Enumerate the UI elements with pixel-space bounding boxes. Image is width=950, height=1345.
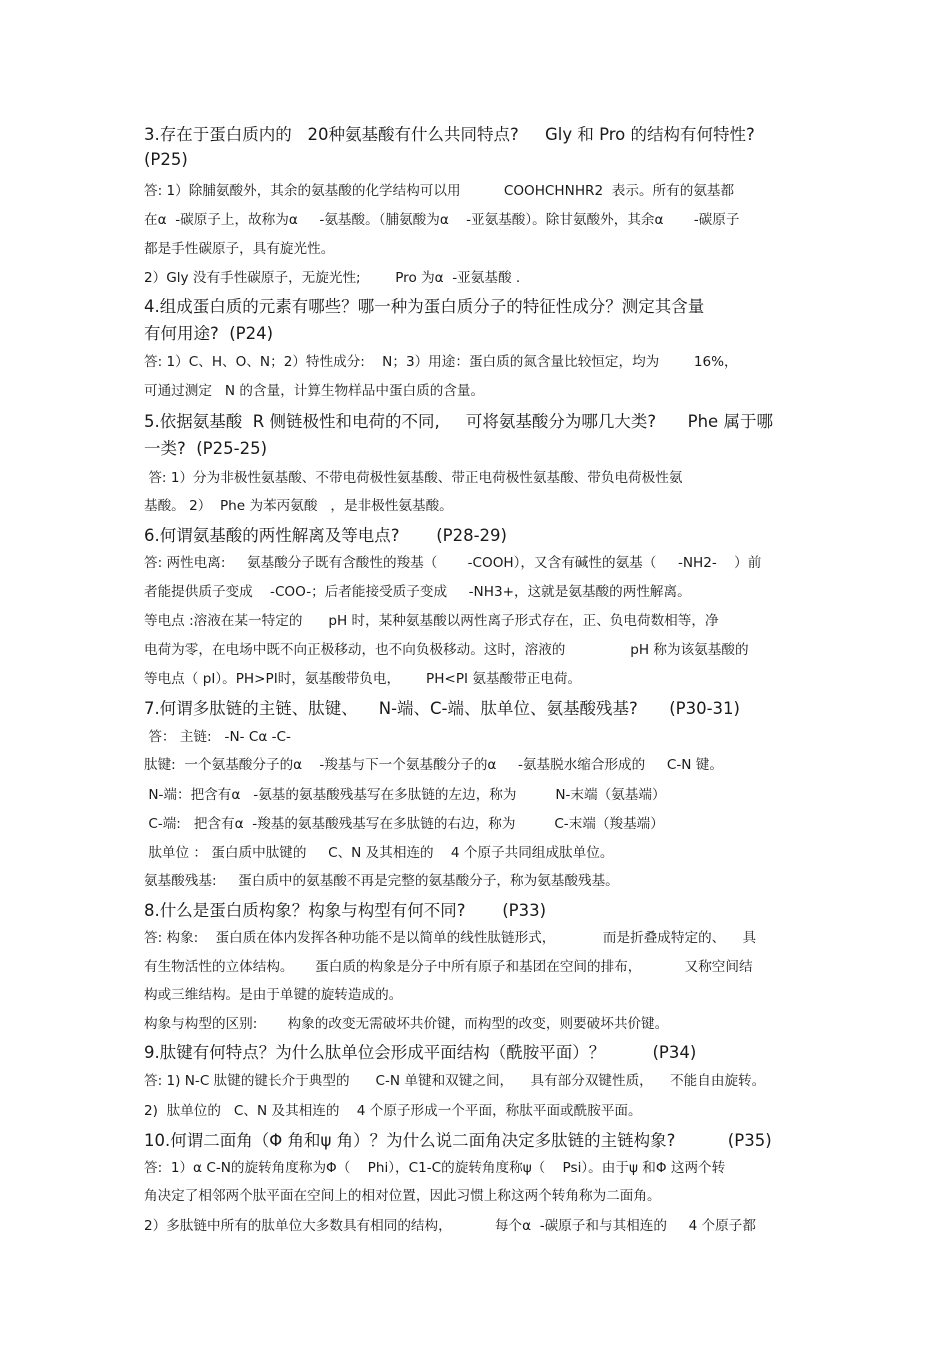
question-title: 6.何谓氨基酸的两性解离及等电点? (P28-29) [144,526,507,545]
answer-line: 答: 1）α C-N的旋转角度称为Φ（ Phi），C1-C的旋转角度称ψ（ Psi）。由于ψ 和Φ 这两个转 [144,1160,726,1176]
question-title: 7.何谓多肽链的主链、肽键、 N-端、C-端、肽单位、氨基酸残基? (P30-31) [144,699,740,718]
answer-line: 答: 1) N-C 肽键的键长介于典型的 C-N 单键和双键之间， 具有部分双键性质， 不能自由旋转。 [144,1073,766,1089]
question-title: 10.何谓二面角（Φ 角和ψ 角）？为什么说二面角决定多肽链的主链构象? (P35) [144,1131,772,1150]
answer-line: N-端：把含有α -氨基的氨基酸残基写在多肽链的左边，称为 N-末端（氨基端） [144,787,666,803]
answer-line: 构象与构型的区别: 构象的改变无需破坏共价键，而构型的改变，则要破坏共价键。 [144,1016,669,1032]
answer-line: 2）Gly 没有手性碳原子，无旋光性; Pro 为α -亚氨基酸 . [144,270,521,286]
answer-line: 在α -碳原子上，故称为α -氨基酸。（脯氨酸为α -亚氨基酸）。除甘氨酸外，其余α -碳原子 [144,212,740,228]
question-title: 4.组成蛋白质的元素有哪些？哪一种为蛋白质分子的特征性成分？测定其含量 [144,297,705,316]
answer-line: 等电点（ pI）。PH>PI时，氨基酸带负电， PH<PI 氨基酸带正电荷。 [144,671,582,687]
answer-line: 都是手性碳原子，具有旋光性。 [144,241,335,257]
answer-line: 答: 1）分为非极性氨基酸、不带电荷极性氨基酸、带正电荷极性氨基酸、带负电荷极性氨 [144,470,683,486]
answer-line: 肽单位 ： 蛋白质中肽键的 C、N 及其相连的 4 个原子共同组成肽单位。 [144,845,614,861]
answer-line: 答： 主链: -N- Cα -C- [144,729,291,745]
question-title: 8.什么是蛋白质构象？构象与构型有何不同? (P33) [144,901,547,920]
answer-line: 氨基酸残基: 蛋白质中的氨基酸不再是完整的氨基酸分子，称为氨基酸残基。 [144,873,619,889]
question-title: 一类? (P25-25) [144,439,268,458]
question-title: (P25) [144,150,188,169]
answer-line: 答: 构象: 蛋白质在体内发挥各种功能不是以简单的线性肽链形式， 而是折叠成特定的、 具 [144,930,757,946]
answer-line: 2) 肽单位的 C、N 及其相连的 4 个原子形成一个平面，称肽平面或酰胺平面。 [144,1103,642,1119]
answer-line: 基酸。 2） Phe 为苯丙氨酸 ，是非极性氨基酸。 [144,498,453,514]
answer-line: 答: 1）C、H、O、N；2）特性成分: N；3）用途：蛋白质的氮含量比较恒定，均为 16%， [144,354,738,370]
answer-line: 2）多肽链中所有的肽单位大多数具有相同的结构， 每个α -碳原子和与其相连的 4 个原子都 [144,1218,756,1234]
question-title: 有何用途? (P24) [144,324,274,343]
answer-line: C-端: 把含有α -羧基的氨基酸残基写在多肽链的右边，称为 C-末端（羧基端） [144,816,664,832]
answer-line: 等电点 :溶液在某一特定的 pH 时，某种氨基酸以两性离子形式存在，正、负电荷数相等，净 [144,613,719,629]
answer-line: 构或三维结构。是由于单键的旋转造成的。 [144,987,403,1003]
answer-line: 电荷为零，在电场中既不向正极移动，也不向负极移动。这时，溶液的 pH 称为该氨基酸的 [144,642,749,658]
answer-line: 答: 1）除脯氨酸外，其余的氨基酸的化学结构可以用 COOHCHNHR2 表示。所有的氨基都 [144,183,735,199]
answer-line: 答: 两性电离: 氨基酸分子既有含酸性的羧基（ -COOH），又含有碱性的氨基（ -NH2- ）前 [144,555,762,571]
question-title: 5.依据氨基酸 R 侧链极性和电荷的不同, 可将氨基酸分为哪几大类? Phe 属于哪 [144,412,773,431]
question-title: 9.肽键有何特点？为什么肽单位会形成平面结构（酰胺平面）？ (P34) [144,1043,697,1062]
answer-line: 肽键: 一个氨基酸分子的α -羧基与下一个氨基酸分子的α -氨基脱水缩合形成的 C-N 键。 [144,757,723,773]
answer-line: 者能提供质子变成 -COO-；后者能接受质子变成 -NH3+，这就是氨基酸的两性解离。 [144,584,691,600]
answer-line: 角决定了相邻两个肽平面在空间上的相对位置，因此习惯上称这两个转角称为二面角。 [144,1188,661,1204]
answer-line: 有生物活性的立体结构。 蛋白质的构象是分子中所有原子和基团在空间的排布， 又称空间结 [144,959,753,975]
question-title: 3.存在于蛋白质内的 20种氨基酸有什么共同特点? Gly 和 Pro 的结构有何特性? [144,125,755,144]
answer-line: 可通过测定 N 的含量，计算生物样品中蛋白质的含量。 [144,383,485,399]
